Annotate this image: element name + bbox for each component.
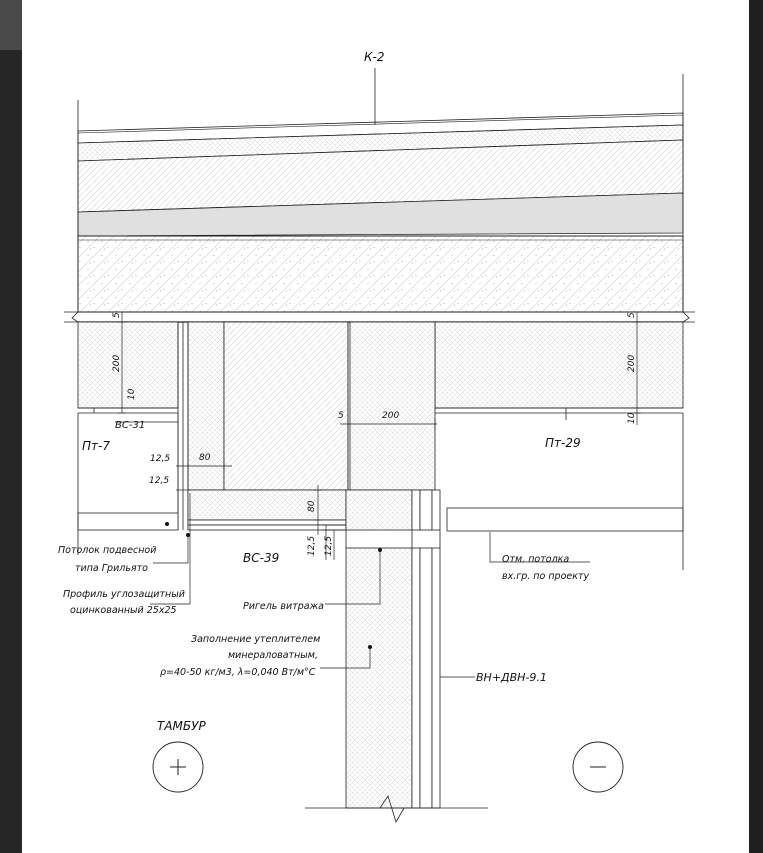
dim-80-vertical: 80 (307, 500, 317, 512)
dim-200-right: 200 (627, 354, 637, 372)
tambur-zone-marker (153, 742, 203, 792)
pt7-label: Пт-7 (82, 439, 110, 453)
vs31-label: ВС-31 (115, 420, 146, 431)
dim-10-right: 10 (627, 412, 637, 424)
dim-200-mid: 200 (382, 411, 400, 421)
ceiling-mark-label-2: вх.гр. по проекту (502, 571, 590, 582)
dim-200-left: 200 (112, 354, 122, 372)
roof-layers (78, 113, 683, 236)
tambur-label: ТАМБУР (157, 719, 206, 733)
fill-label-2: минераловатным, (228, 650, 318, 661)
profile-label-1: Профиль углозащитный (63, 589, 185, 600)
rigel-label: Ригель витража (243, 601, 324, 612)
dim-5-right: 5 (627, 312, 637, 318)
mullion (305, 530, 488, 822)
profile-label-2: оцинкованный 25x25 (70, 605, 177, 616)
dim-12-5-b: 12,5 (149, 476, 170, 486)
fill-label-1: Заполнение утеплителем (191, 634, 321, 645)
roof-mark-label: К-2 (364, 50, 385, 64)
fill-label-3: ρ=40-50 кг/м3, λ=0,040 Вт/м°С (160, 667, 316, 678)
dim-5-left: 5 (112, 312, 122, 318)
ceiling-label-2: типа Грильято (75, 563, 148, 574)
vs39-label: ВС-39 (243, 551, 280, 565)
window-mark-label: ВН+ДВН-9.1 (476, 671, 547, 684)
ceiling-label-1: Потолок подвесной (58, 545, 157, 556)
right-insulation (435, 322, 683, 413)
dim-12-5-a: 12,5 (150, 454, 171, 464)
ceiling-mark-label-1: Отм. потолка (502, 554, 570, 565)
dim-80-horizontal: 80 (199, 453, 211, 463)
outside-zone-marker (573, 742, 623, 792)
dim-10-left: 10 (127, 388, 137, 400)
dim-12-5-v2: 12,5 (324, 535, 334, 556)
dim-5-mid: 5 (338, 411, 344, 421)
pt29-label: Пт-29 (545, 436, 581, 450)
dim-12-5-v1: 12,5 (307, 535, 317, 556)
